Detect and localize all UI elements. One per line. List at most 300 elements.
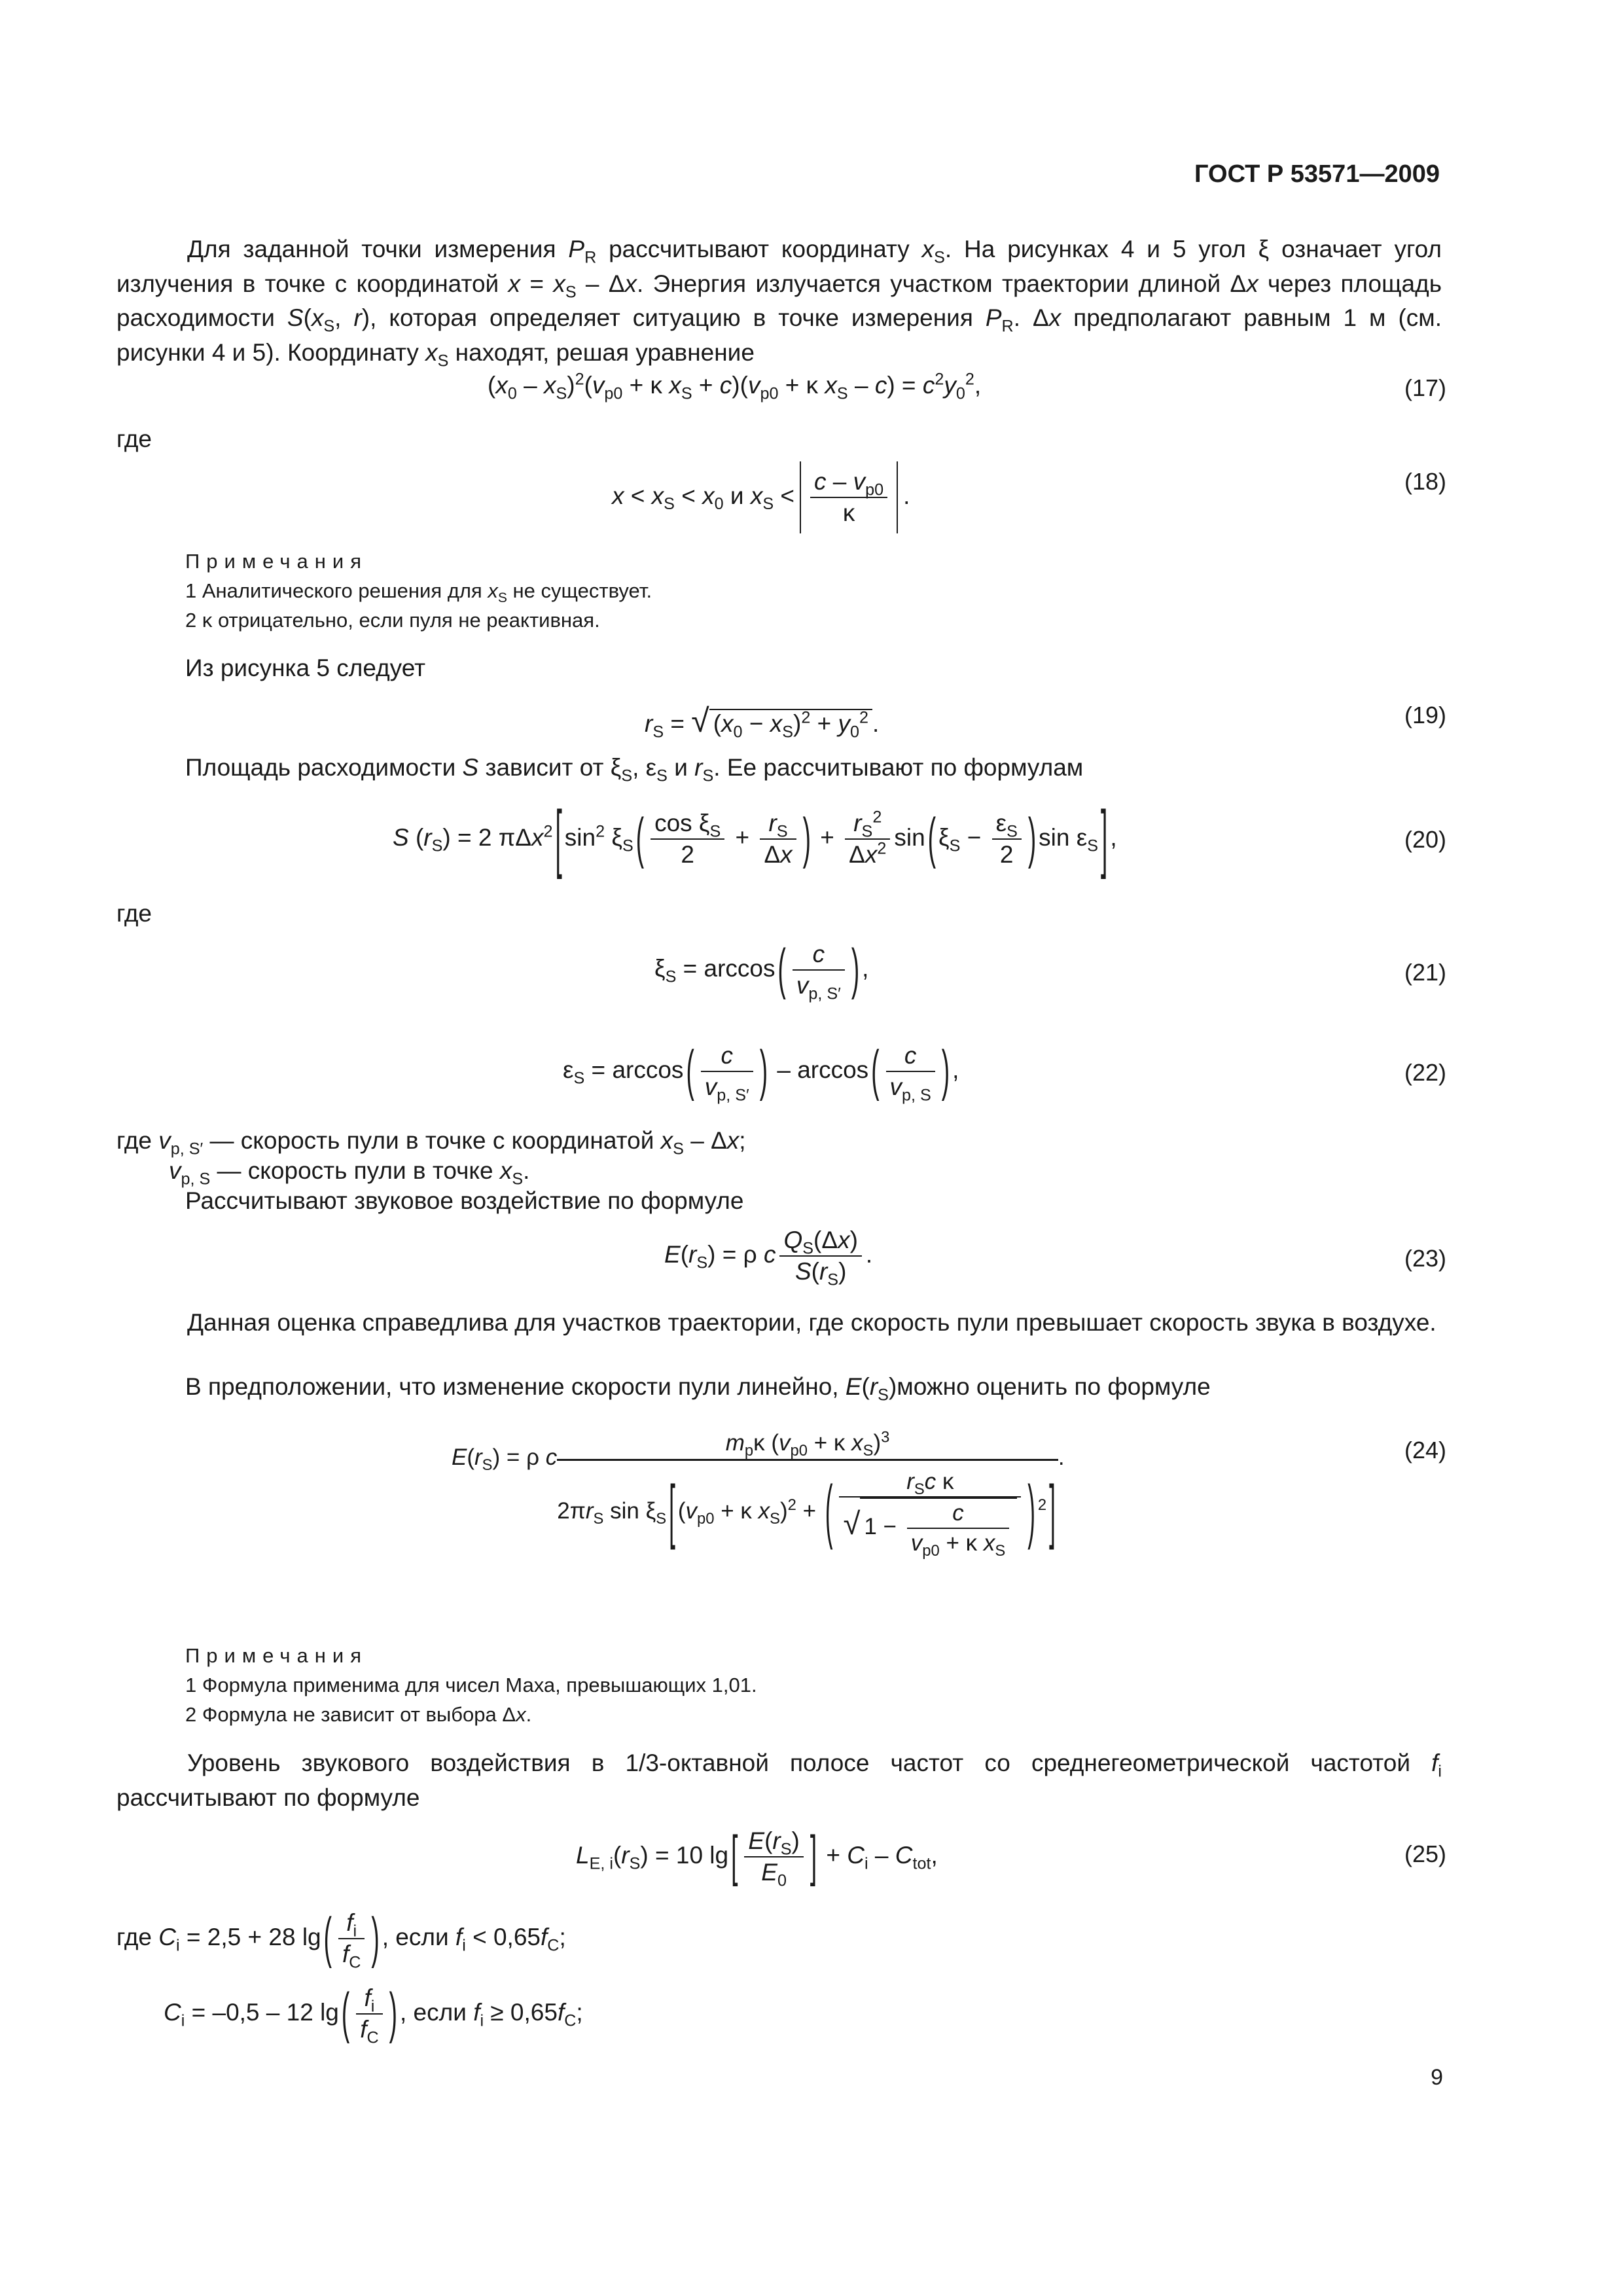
sym-sub: C [564,2011,577,2030]
root-sign: √ [843,1506,861,1541]
validity-paragraph: Данная оценка справедлива для участков траектории, где скорость пули превышает скорость звука в воздухе. [187,1309,1436,1336]
sym: c [719,372,732,399]
equation-number: (17) [1404,374,1446,401]
sym-sub: S [665,967,677,986]
sym: C [847,1842,865,1869]
sym-sub: S [593,1509,604,1528]
paren-open: ( [686,1039,694,1102]
sym: x [499,1157,512,1184]
sym-sub: S [878,1386,889,1405]
sym-sub: i [1438,1762,1442,1781]
text: (Δ [813,1227,838,1253]
note-item [185,1703,531,1727]
text: . [865,1241,873,1268]
sym: C [164,1999,181,2026]
text: можно оценить по формуле [897,1373,1211,1400]
sym-sub: S [770,1509,781,1528]
text: < 0,65 [465,1924,541,1951]
sym-sub: p, S [902,1086,931,1105]
sym-sub: S [780,1840,792,1859]
bracket-close: ] [810,1825,817,1888]
sym: c [812,941,825,967]
sym: v [169,1157,181,1184]
sym-sub: S [776,822,788,841]
sym: x [726,1127,740,1154]
sym: x [669,372,681,399]
sym: r [423,824,432,852]
text: + [692,372,720,399]
sym-sup: 2 [787,1496,796,1515]
fraction [338,1908,365,1970]
equation-number: (18) [1404,468,1446,495]
denominator [760,840,796,870]
page-number: 9 [1431,2065,1443,2090]
sym-sub: C [349,1953,361,1972]
text: и [723,482,751,509]
radicand [709,708,872,742]
sym: x [508,270,521,297]
sym-sub: S [673,1139,684,1158]
text: ; [739,1127,746,1154]
text: ξ [605,824,622,852]
sym: x [531,824,544,852]
text: Δ [764,841,781,869]
equation-number: (24) [1404,1437,1446,1463]
denominator: 2 [681,841,694,869]
fraction [701,1041,753,1103]
text: . Δ [1013,304,1049,332]
note-item: 2 κ отрицательно, если пуля не реактивная. [185,609,600,632]
sym: x [660,1127,673,1154]
notes-title: Примечания [185,550,368,573]
sym-sub: S [914,1480,925,1498]
sym-sub: R [584,248,597,267]
sym: E [664,1241,681,1268]
sym: f [346,1909,353,1936]
sym: f [1431,1749,1438,1776]
fraction [839,1467,1021,1560]
sym: r [819,1258,828,1285]
sym: v [779,1430,791,1456]
text: через площадь расходимости [116,270,1442,332]
sym: x [543,372,556,399]
sym-sub: R [1001,317,1014,336]
fraction [651,808,724,870]
paren-open: ( [825,1471,833,1551]
text: < [774,482,795,509]
sym: Q [783,1227,803,1253]
text: – [516,372,544,399]
sym-sub: i [370,1997,375,2016]
text: ( [303,304,312,332]
bracket-close: ] [1101,797,1108,880]
sym-sub: S [782,723,793,742]
sym-sub: S [861,822,873,841]
text: = –0,5 – 12 lg [185,1999,339,2026]
text: Для заданной точки измерения [187,236,569,262]
sym-sup: 2 [596,822,605,841]
sym: c [904,1042,917,1069]
sym: r [694,754,703,781]
sym: E [761,1859,777,1886]
note-item [185,579,652,606]
text: ( [861,1373,870,1400]
numerator [760,808,796,840]
text: где [116,1924,159,1951]
sym-sup: 2 [1037,1496,1047,1515]
text: < [624,482,652,509]
denominator: 2 [999,841,1014,869]
sym-sub: S [622,836,633,855]
fraction [793,939,845,1001]
sym: x [311,304,324,332]
equation-number: (20) [1404,826,1446,853]
numerator [779,1225,861,1257]
text: ) = ρ [492,1444,546,1470]
text: κ ( [753,1430,779,1456]
sym-sub: 0 [777,1871,787,1890]
text: − [742,710,770,737]
sym-sub: tot [912,1854,931,1873]
sym: y [838,710,850,737]
text: ) [567,372,575,399]
sym-sub: C [366,2028,379,2047]
text: 1 Аналитического решения для [185,579,488,602]
sym-sub: S [696,1253,708,1272]
text: Площадь расходимости [185,754,463,781]
text: = arccos [676,955,776,982]
sym-sub: S [512,1170,524,1189]
text: 1 − [864,1513,903,1539]
sym: x [758,1498,770,1524]
numerator [793,939,845,971]
sym: E [845,1373,862,1400]
linear-text [185,1373,1211,1405]
text: – arccos [770,1056,869,1084]
sym: c [924,1469,936,1494]
numerator [356,1983,382,2015]
sym: m [725,1430,745,1456]
sym: r [869,1373,878,1400]
sym-sub: S [1087,836,1099,855]
fraction [992,808,1022,870]
sym-sup: 2 [872,808,882,827]
sym: x [780,841,793,869]
text: = [664,710,692,737]
root-sign: √ [691,702,709,739]
sym: x [553,270,565,297]
text: рассчитывают по формуле [116,1784,420,1811]
denominator [886,1072,935,1105]
sym: C [895,1842,913,1869]
text: ( [467,1444,475,1470]
text: не существует. [507,579,652,602]
text: ) = 10 lg [640,1842,729,1869]
equation-number: (23) [1404,1245,1446,1272]
text: . [1058,1444,1065,1470]
abs-bar [897,461,898,533]
numerator [744,1826,803,1857]
text: ) [888,1373,897,1400]
equation-20 [393,797,1117,880]
equation-25 [576,1826,938,1888]
sym: S [393,824,409,852]
equation-number: (21) [1404,959,1446,986]
text: ( [811,1258,819,1285]
sym-sub: p, S′ [717,1086,749,1105]
sym: f [455,1924,463,1951]
sym-sub: S [949,836,961,855]
sym-sub: S [629,1854,641,1873]
sym-sub: p, S′ [808,984,841,1003]
sym: v [889,1073,902,1101]
equation-22 [563,1041,959,1103]
sym: c [721,1042,733,1069]
text: – Δ [683,1127,727,1154]
sym-sub: S [836,384,848,403]
sym: x [770,710,783,737]
sym: x [1048,304,1061,332]
bracket-open: [ [555,797,562,880]
text: . Энергия излучается участком траектории длиной Δ [637,270,1247,297]
paren-close: ) [1027,807,1037,870]
text: ( [680,1241,689,1268]
sym: v [796,972,809,999]
sym-sub: S [702,766,714,785]
text: + [819,1842,847,1869]
text: ( [713,710,722,737]
sym: r [645,710,653,737]
text: и [667,754,695,781]
text: = [520,270,554,297]
sym: c [814,467,827,495]
paren-close: ) [802,807,811,870]
sym-sub: 0 [733,723,743,742]
sym-sup: 2 [859,708,868,727]
sym: x [624,270,637,297]
text: ( [488,372,496,399]
numerator [886,1041,935,1072]
sym-sub: p [744,1442,754,1460]
sym: S [794,1258,812,1285]
text: В предположении, что изменение скорости пули линейно, [185,1373,846,1400]
sym-sub: S [709,822,721,841]
text: ) [873,1430,882,1456]
sym-sub: S [497,590,507,606]
sym: v [704,1073,717,1101]
sym: v [158,1127,171,1154]
paren-close: ) [851,938,860,1001]
sym-sub: 0 [507,384,517,403]
text: + [813,824,842,852]
bracket-open: [ [731,1825,738,1888]
sym-sub: p, S′ [170,1139,204,1158]
level-paragraph [116,1746,1442,1815]
sym-sub: 0 [714,495,724,514]
text: = 2,5 + 28 lg [179,1924,321,1951]
text: ( [613,1842,622,1869]
sym: f [473,1999,480,2026]
big-fraction [557,1428,1058,1560]
text: ( [584,372,592,399]
fraction [779,1225,861,1287]
text: sin ξ [603,1498,656,1524]
text: — скорость пули в точке [210,1157,500,1184]
text: + [810,710,838,737]
ci-condition-line [164,1983,583,2045]
text: ( [408,824,424,852]
sym: x [702,482,715,509]
sym-sub: 0 [955,384,965,403]
sym: c [952,1499,964,1526]
sym: f [557,1999,565,2026]
sym: x [750,482,763,509]
sym: x [825,372,837,399]
text: . [903,482,910,509]
text: sin [894,824,925,852]
sym: y [944,372,956,399]
text: Δ [849,841,865,869]
text: 2π [557,1498,586,1524]
sym: r [772,1827,781,1854]
numerator [701,1041,753,1072]
sym: v [747,372,760,399]
sym: r [585,1498,594,1524]
sym-sub: S [437,351,449,370]
sym-sup: 2 [801,708,811,727]
sym: r [853,810,862,836]
text: . [872,710,880,737]
text: . [523,1157,530,1184]
equation-24 [452,1428,1065,1560]
text: — скорость пули в точке с координатой [203,1127,661,1154]
sym-sup: 2 [935,370,944,389]
text: зависит от ξ [478,754,622,781]
denominator [744,1857,803,1888]
sym-sub: p0 [604,384,623,403]
text: + κ [714,1498,758,1524]
sym-sub: i [181,2011,185,2030]
sym-sub: S [656,1509,667,1528]
sym: x [983,1530,995,1556]
sym-sub: i [462,1936,466,1955]
sym: x [516,1703,526,1726]
paren-close: ) [941,1039,950,1102]
text: ≥ 0,65 [484,1999,558,2026]
numerator [557,1430,1058,1461]
sym-sub: S [565,282,577,301]
text: + κ [939,1530,984,1556]
lhs [452,1444,558,1474]
sym: x [865,841,878,869]
text: – [868,1842,895,1869]
sym-sub: S [621,766,633,785]
fraction [760,808,796,870]
sym: x [651,482,664,509]
sym-sub: C [547,1936,560,1955]
sym-sub: i [353,1922,357,1941]
fraction [886,1041,935,1103]
denominator [839,1498,1021,1558]
note-item: 1 Формула применима для чисел Маха, превышающих 1,01. [185,1674,757,1696]
text: Уровень звукового воздействия в 1/3-октавной полосе частот со среднегеометрической частотой [187,1749,1432,1776]
sym-sup: 2 [543,822,553,841]
text: ) [780,1498,788,1524]
text: – [847,372,875,399]
text: , если [382,1924,455,1951]
sym: S [287,304,304,332]
text: ; [559,1924,566,1951]
radicand [860,1498,1017,1558]
fraction [907,1499,1009,1558]
denominator [845,840,890,870]
text: , [974,372,982,399]
text: )( [732,372,748,399]
fraction [845,808,890,870]
sym-sub: 0 [849,723,859,742]
denominator [793,971,845,1001]
abs-bar [800,461,801,533]
text: – Δ [576,270,625,297]
paren-open: ( [341,1982,350,2045]
text: , [1110,824,1117,852]
text: . На рисунках 4 и 5 угол ξ означает угол излучения в точке с координатой [116,236,1442,297]
text: ε [563,1056,574,1084]
sym-sub: S [827,1270,839,1289]
ci-condition-line [116,1908,566,1970]
numerator [992,808,1022,840]
text: ξ [938,824,950,852]
sym-sub: S [802,1239,814,1258]
sym: x [851,1430,863,1456]
text: = arccos [584,1056,684,1084]
sym: f [540,1924,548,1951]
sym: x [721,710,734,737]
text: ε [995,810,1007,836]
numerator [338,1908,365,1939]
paren-close: ) [371,1907,380,1969]
text: ; [576,1999,583,2026]
sym-sub: E, i [589,1854,613,1873]
text: ) [793,710,802,737]
sym-sub: p0 [922,1541,940,1560]
sym: P [985,304,1002,332]
sym-sup: 3 [881,1428,890,1446]
sym: x [838,1227,850,1253]
text: ) [791,1827,800,1854]
from-figure-text: Из рисунка 5 следует [185,655,426,681]
equation-17 [488,370,982,403]
paren-open: ( [927,807,936,870]
fraction [356,1983,382,2045]
equation-number: (25) [1404,1840,1446,1867]
sym: v [685,1498,698,1524]
area-text [185,754,1084,785]
text: находят, решая уравнение [448,338,755,366]
paren-close: ) [389,1982,397,2045]
sym-sub: i [480,2011,484,2030]
sym: v [592,372,605,399]
sym-sub: p0 [865,480,884,499]
text: рассчитывают координату [596,236,922,262]
text: , если [400,1999,474,2026]
denominator [779,1257,861,1287]
paren-open: ( [871,1039,880,1102]
sym-sub: S [556,384,567,403]
sym: r [688,1241,697,1268]
sym-sub: S [762,495,774,514]
calc-text: Рассчитывают звуковое воздействие по формуле [185,1187,744,1214]
